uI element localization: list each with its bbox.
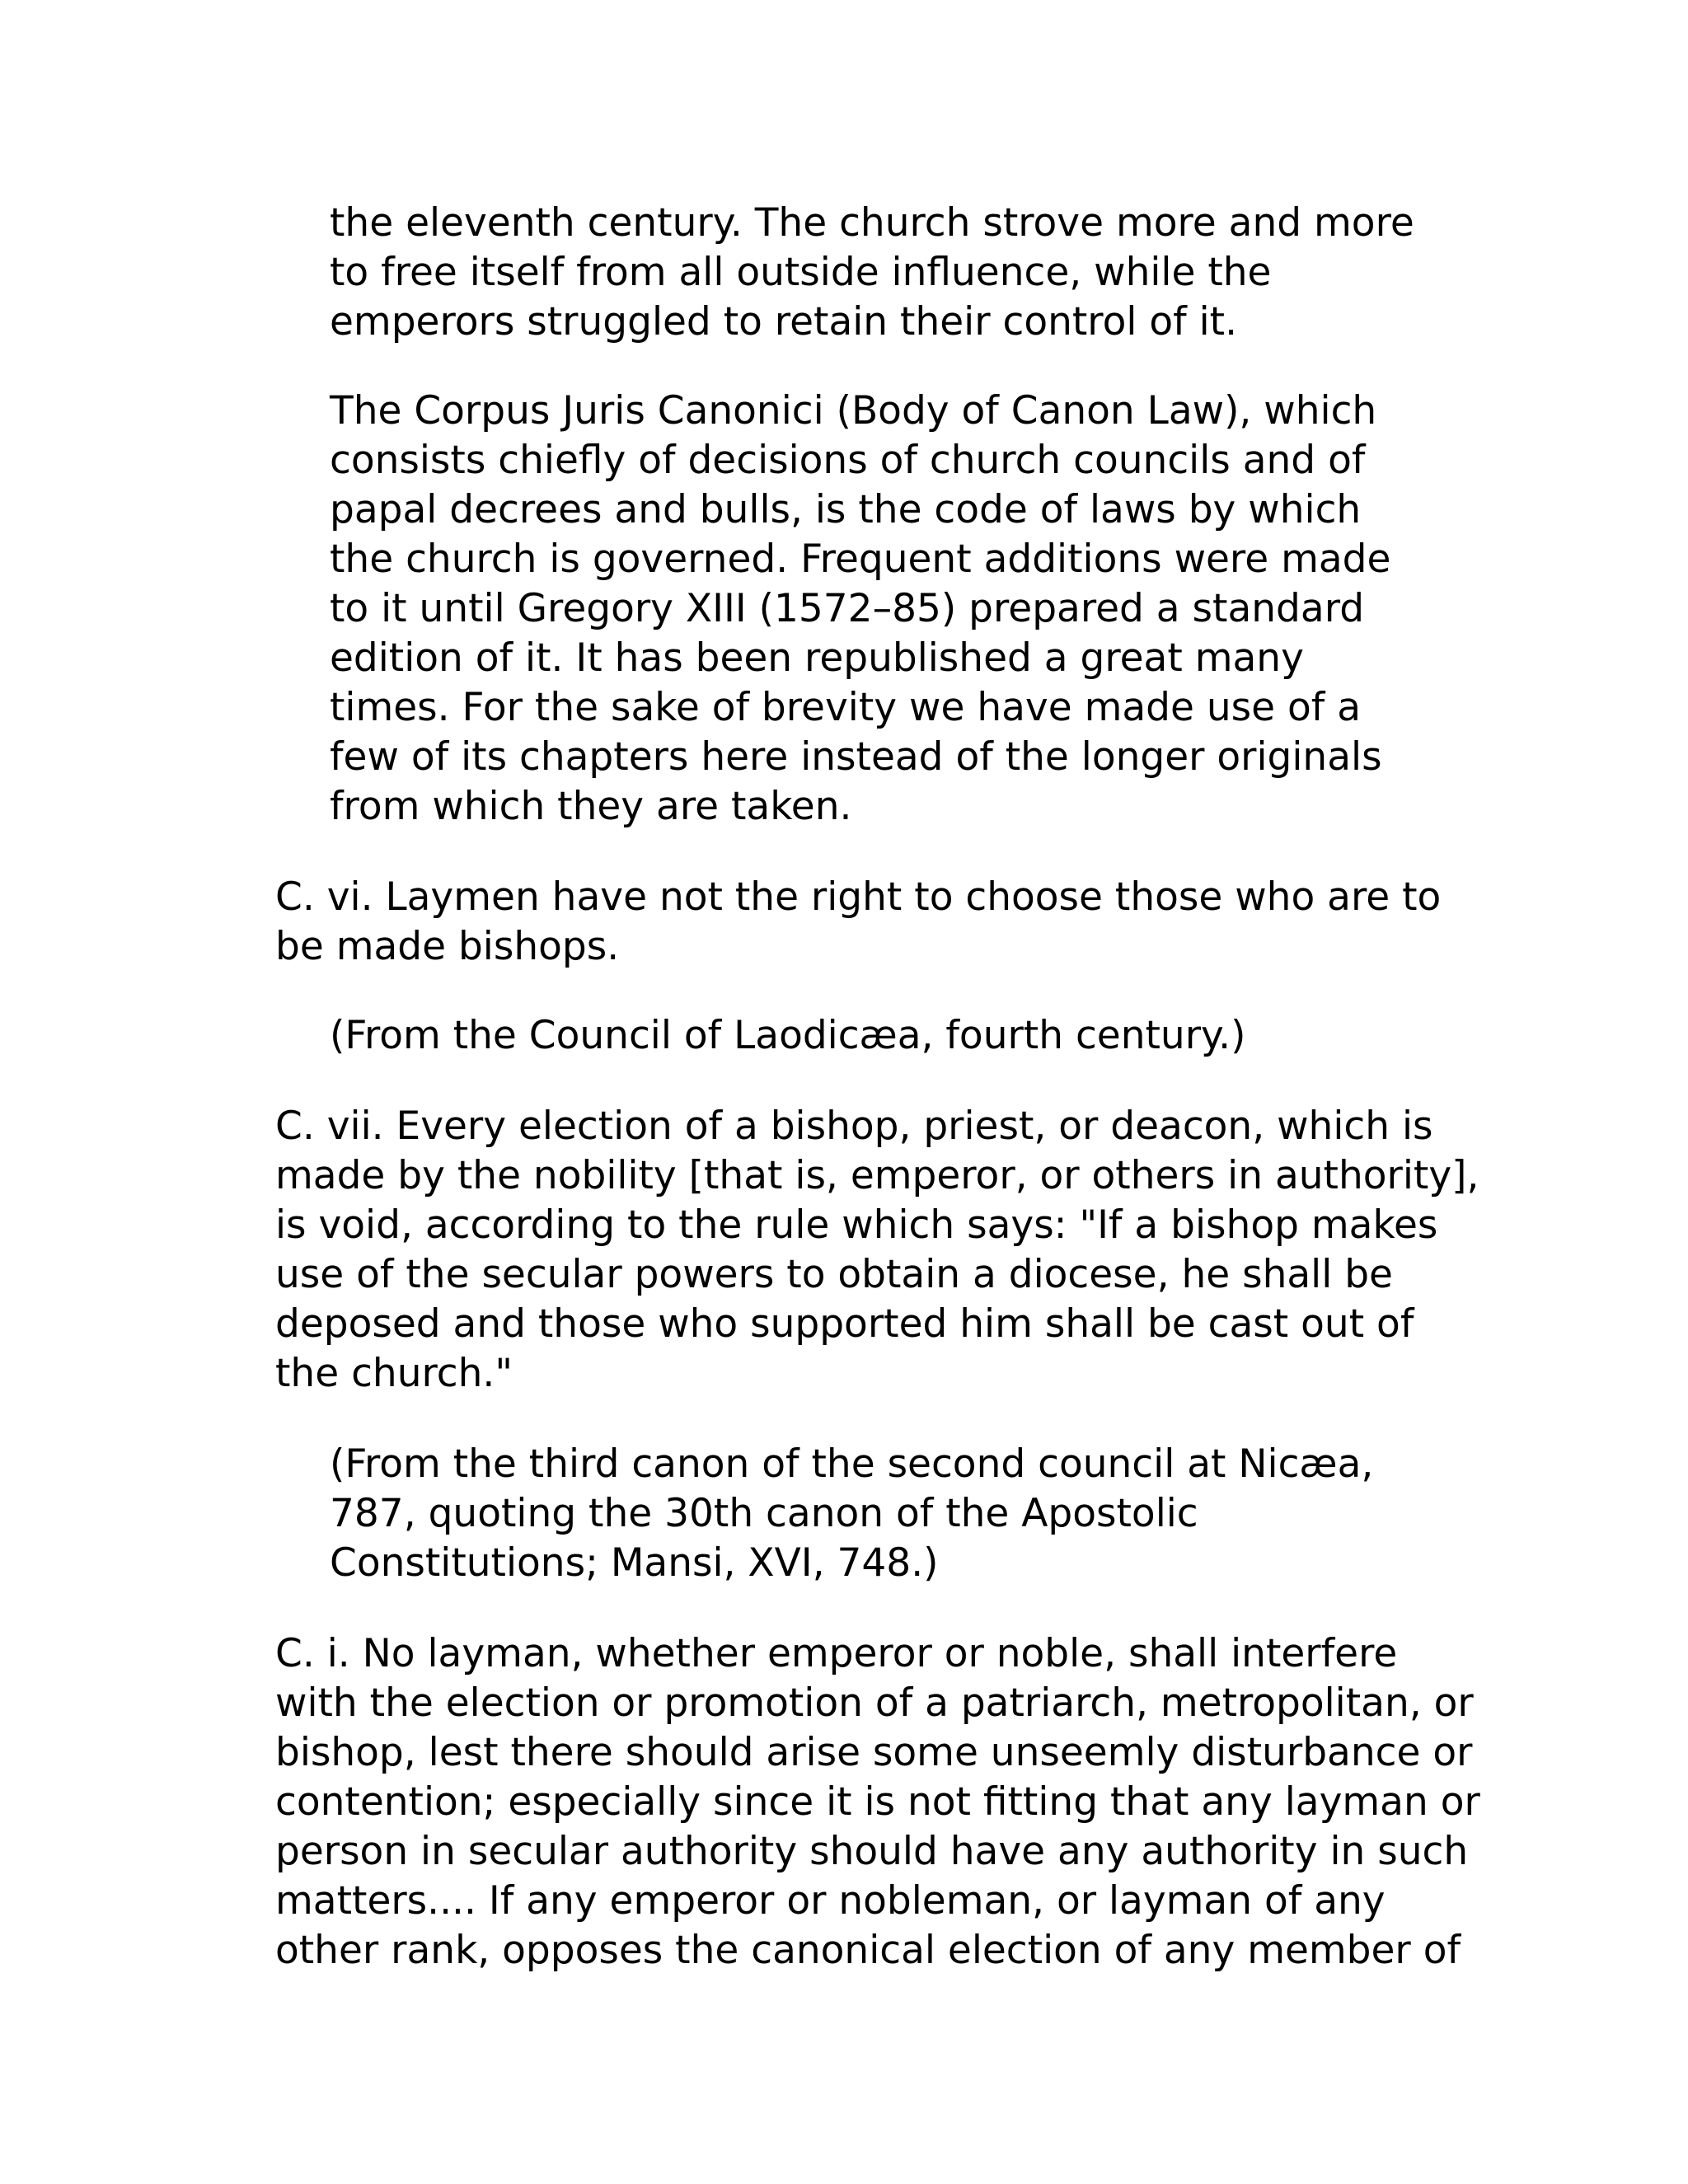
text-line: with the election or promotion of a patriarch, metropolitan, or (275, 1680, 1474, 1726)
text-line: (From the Council of Laodicæa, fourth century.) (330, 1013, 1246, 1058)
text-line: use of the secular powers to obtain a diocese, he shall be (275, 1252, 1393, 1297)
text-line: C. i. No layman, whether emperor or noble, shall interfere (275, 1631, 1398, 1676)
text-line: contention; especially since it is not fitting that any layman or (275, 1779, 1480, 1825)
text-line: to it until Gregory XIII (1572–85) prepared a standard (330, 586, 1365, 631)
text-line: person in secular authority should have any authority in such (275, 1829, 1469, 1874)
text-line: deposed and those who supported him shall be cast out of (275, 1301, 1414, 1347)
text-line: the church is governed. Frequent additions were made (330, 537, 1391, 582)
text-line: other rank, opposes the canonical election of any member of (275, 1928, 1461, 1973)
text-line: papal decrees and bulls, is the code of laws by which (330, 487, 1362, 532)
text-line: matters.... If any emperor or nobleman, or layman of any (275, 1878, 1386, 1924)
paragraph-eleventh-century (330, 199, 1434, 347)
text-line: times. For the sake of brevity we have made use of a (330, 685, 1362, 730)
canon-vii-paragraph (275, 1102, 1479, 1399)
canon-vi-paragraph (275, 873, 1446, 972)
text-line: Constitutions; Mansi, XVI, 748.) (330, 1540, 939, 1586)
source-nicaea-citation (330, 1440, 1434, 1588)
text-line: the church." (275, 1351, 513, 1396)
text-line: edition of it. It has been republished a great many (330, 635, 1304, 681)
text-line: from which they are taken. (330, 784, 852, 829)
source-laodicaea-citation (330, 1011, 1434, 1061)
text-line: C. vi. Laymen have not the right to choose those who are to (275, 874, 1442, 920)
text-line: be made bishops. (275, 924, 620, 969)
text-line: is void, according to the rule which says: "If a bishop makes (275, 1202, 1438, 1248)
canon-i-paragraph (275, 1629, 1480, 1975)
text-line: the eleventh century. The church strove more and more (330, 200, 1414, 246)
text-line: (From the third canon of the second council at Nicæa, (330, 1441, 1374, 1487)
text-line: C. vii. Every election of a bishop, priest, or deacon, which is (275, 1104, 1433, 1149)
text-line: The Corpus Juris Canonici (Body of Canon Law), which (330, 388, 1377, 434)
text-line: few of its chapters here instead of the longer originals (330, 734, 1382, 780)
text-line: 787, quoting the 30th canon of the Apostolic (330, 1491, 1198, 1536)
paragraph-corpus-juris (330, 387, 1434, 832)
text-line: to free itself from all outside influence, while the (330, 250, 1272, 295)
text-line: emperors struggled to retain their control of it. (330, 299, 1238, 344)
text-line: made by the nobility [that is, emperor, or others in authority], (275, 1153, 1479, 1198)
text-line: consists chiefly of decisions of church councils and of (330, 438, 1366, 483)
text-line: bishop, lest there should arise some unseemly disturbance or (275, 1730, 1473, 1775)
